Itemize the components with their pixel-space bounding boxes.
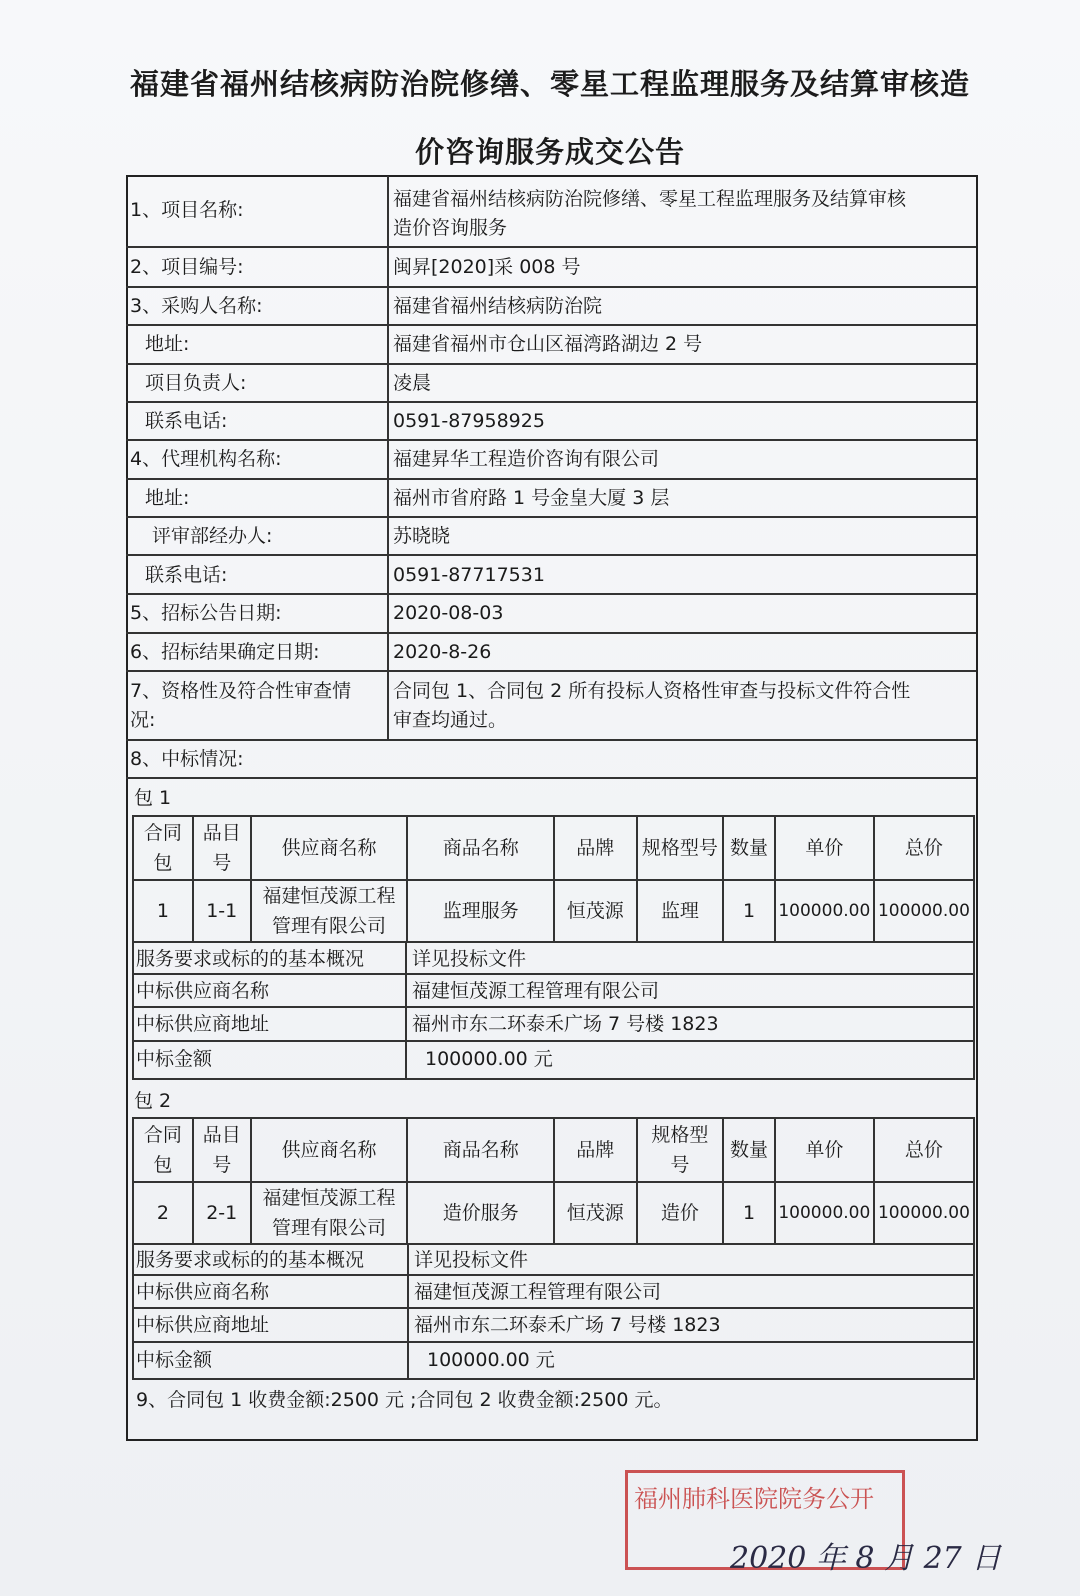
row-divider bbox=[132, 1040, 975, 1042]
package-2-winner-value: 福建恒茂源工程管理有限公司 bbox=[414, 1281, 662, 1303]
row-divider bbox=[126, 516, 976, 518]
package-2-address-label: 中标供应商地址 bbox=[136, 1314, 270, 1336]
header-brand: 品牌 bbox=[554, 1118, 637, 1182]
package-1-heading: 包 1 bbox=[134, 787, 172, 809]
header-total: 总价 bbox=[874, 1118, 974, 1182]
cell-spec: 监理 bbox=[637, 880, 724, 942]
official-stamp: 福州肺科医院院务公开 bbox=[625, 1470, 905, 1570]
row-divider bbox=[132, 973, 975, 975]
row-review-value-1: 合同包 1、合同包 2 所有投标人资格性审查与投标文件符合性 bbox=[393, 680, 911, 702]
row-result-date-label: 6、招标结果确定日期: bbox=[130, 641, 320, 663]
section-9-fees: 9、合同包 1 收费金额:2500 元 ;合同包 2 收费金额:2500 元。 bbox=[136, 1389, 673, 1411]
cell-supplier: 福建恒茂源工程 管理有限公司 bbox=[251, 1182, 408, 1244]
row-divider bbox=[126, 593, 976, 595]
row-purchaser-value: 福建省福州结核病防治院 bbox=[393, 295, 603, 317]
row-agency-label: 4、代理机构名称: bbox=[130, 448, 282, 470]
package-1-summary-divider bbox=[405, 941, 407, 1079]
cell-supplier: 福建恒茂源工程 管理有限公司 bbox=[251, 880, 408, 942]
column-divider bbox=[387, 176, 389, 739]
cell-product: 监理服务 bbox=[407, 880, 554, 942]
row-divider bbox=[132, 1307, 975, 1309]
cell-qty: 1 bbox=[723, 880, 775, 942]
cell-item: 1-1 bbox=[193, 880, 251, 942]
package-2-req-value: 详见投标文件 bbox=[414, 1249, 529, 1271]
package-2-summary-divider bbox=[407, 1243, 409, 1378]
package-1-address-label: 中标供应商地址 bbox=[136, 1013, 270, 1035]
cell-item: 2-1 bbox=[193, 1182, 251, 1244]
header-spec: 规格型号 bbox=[637, 816, 724, 880]
row-divider bbox=[126, 554, 976, 556]
header-spec: 规格型 号 bbox=[637, 1118, 724, 1182]
package-1-winner-value: 福建恒茂源工程管理有限公司 bbox=[412, 980, 660, 1002]
row-divider bbox=[132, 1078, 975, 1080]
package-1-req-label: 服务要求或标的的基本概况 bbox=[136, 948, 365, 970]
row-agency-phone-label: 联系电话: bbox=[145, 564, 228, 586]
row-project-no-value: 闽昇[2020]采 008 号 bbox=[393, 256, 581, 278]
cell-product: 造价服务 bbox=[407, 1182, 554, 1244]
row-divider bbox=[132, 1341, 975, 1343]
header-contract: 合同 包 bbox=[133, 816, 193, 880]
package-2-req-label: 服务要求或标的的基本概况 bbox=[136, 1249, 365, 1271]
package-1-winner-label: 中标供应商名称 bbox=[136, 980, 270, 1002]
header-qty: 数量 bbox=[723, 816, 775, 880]
package-1-address-value: 福州市东二环泰禾广场 7 号楼 1823 bbox=[412, 1013, 719, 1035]
cell-unit-price: 100000.00 bbox=[775, 880, 874, 942]
header-item: 品目 号 bbox=[193, 1118, 251, 1182]
row-agency-value: 福建昇华工程造价咨询有限公司 bbox=[393, 448, 660, 470]
package-1-req-value: 详见投标文件 bbox=[412, 948, 527, 970]
package-2-summary-border bbox=[132, 1243, 134, 1378]
cell-spec: 造价 bbox=[637, 1182, 724, 1244]
header-supplier: 供应商名称 bbox=[251, 1118, 408, 1182]
row-notice-date-value: 2020-08-03 bbox=[393, 602, 504, 624]
row-divider bbox=[132, 1274, 975, 1276]
package-2-heading: 包 2 bbox=[134, 1090, 172, 1112]
row-project-no-label: 2、项目编号: bbox=[130, 256, 244, 278]
row-divider bbox=[126, 670, 976, 672]
row-divider bbox=[126, 478, 976, 480]
row-divider bbox=[126, 439, 976, 441]
header-qty: 数量 bbox=[723, 1118, 775, 1182]
package-2-table bbox=[132, 1117, 975, 1245]
row-result-date-value: 2020-8-26 bbox=[393, 641, 492, 663]
header-unit-price: 单价 bbox=[775, 1118, 874, 1182]
row-divider bbox=[126, 632, 976, 634]
row-divider bbox=[126, 286, 976, 288]
row-purchaser-phone-value: 0591-87958925 bbox=[393, 410, 545, 432]
row-purchaser-address-value: 福建省福州市仓山区福湾路湖边 2 号 bbox=[393, 333, 703, 355]
header-unit-price: 单价 bbox=[775, 816, 874, 880]
header-total: 总价 bbox=[874, 816, 974, 880]
package-1-summary-border bbox=[132, 941, 134, 1079]
package-2-winner-label: 中标供应商名称 bbox=[136, 1281, 270, 1303]
cell-qty: 1 bbox=[723, 1182, 775, 1244]
row-project-name-value-2: 造价咨询服务 bbox=[393, 217, 508, 239]
row-notice-date-label: 5、招标公告日期: bbox=[130, 602, 282, 624]
row-divider bbox=[126, 363, 976, 365]
row-review-value-2: 审查均通过。 bbox=[393, 709, 508, 731]
row-project-leader-label: 项目负责人: bbox=[145, 372, 247, 394]
row-project-leader-value: 凌晨 bbox=[393, 372, 432, 394]
row-divider bbox=[126, 324, 976, 326]
cell-brand: 恒茂源 bbox=[554, 880, 637, 942]
section-8-heading: 8、中标情况: bbox=[130, 748, 244, 770]
row-reviewer-value: 苏晓晓 bbox=[393, 525, 451, 547]
package-1-amount-value: 100000.00 元 bbox=[425, 1048, 553, 1070]
row-divider bbox=[126, 401, 976, 403]
cell-brand: 恒茂源 bbox=[554, 1182, 637, 1244]
package-2-amount-label: 中标金额 bbox=[136, 1349, 213, 1371]
package-2-summary-border bbox=[973, 1243, 975, 1378]
row-project-name-value-1: 福建省福州结核病防治院修缮、零星工程监理服务及结算审核 bbox=[393, 188, 907, 210]
cell-total: 100000.00 bbox=[874, 1182, 974, 1244]
header-contract: 合同 包 bbox=[133, 1118, 193, 1182]
row-divider bbox=[126, 246, 976, 248]
header-product: 商品名称 bbox=[407, 1118, 554, 1182]
signature-date: 2020 年 8 月 27 日 bbox=[730, 1541, 1002, 1576]
row-project-name-label: 1、项目名称: bbox=[130, 199, 244, 221]
row-purchaser-label: 3、采购人名称: bbox=[130, 295, 263, 317]
document-title-line2: 价咨询服务成交公告 bbox=[414, 135, 685, 169]
row-review-label-2: 况: bbox=[130, 709, 156, 731]
row-reviewer-label: 评审部经办人: bbox=[152, 525, 273, 547]
row-purchaser-phone-label: 联系电话: bbox=[145, 410, 228, 432]
row-agency-address-value: 福州市省府路 1 号金皇大厦 3 层 bbox=[393, 487, 670, 509]
cell-contract: 1 bbox=[133, 880, 193, 942]
package-1-table bbox=[132, 815, 975, 943]
row-review-label-1: 7、资格性及符合性审查情 bbox=[130, 680, 352, 702]
row-agency-address-label: 地址: bbox=[145, 487, 190, 509]
row-agency-phone-value: 0591-87717531 bbox=[393, 564, 545, 586]
row-divider bbox=[132, 1378, 975, 1380]
package-1-summary-border bbox=[973, 941, 975, 1079]
header-brand: 品牌 bbox=[554, 816, 637, 880]
row-divider bbox=[126, 739, 976, 741]
row-divider bbox=[126, 777, 976, 779]
package-1-amount-label: 中标金额 bbox=[136, 1048, 213, 1070]
cell-unit-price: 100000.00 bbox=[775, 1182, 874, 1244]
package-2-address-value: 福州市东二环泰禾广场 7 号楼 1823 bbox=[414, 1314, 721, 1336]
cell-contract: 2 bbox=[133, 1182, 193, 1244]
document-title-line1: 福建省福州结核病防治院修缮、零星工程监理服务及结算审核造 bbox=[129, 67, 970, 101]
header-supplier: 供应商名称 bbox=[251, 816, 408, 880]
row-purchaser-address-label: 地址: bbox=[145, 333, 190, 355]
cell-total: 100000.00 bbox=[874, 880, 974, 942]
package-2-amount-value: 100000.00 元 bbox=[427, 1349, 555, 1371]
header-item: 品目 号 bbox=[193, 816, 251, 880]
row-divider bbox=[132, 1006, 975, 1008]
header-product: 商品名称 bbox=[407, 816, 554, 880]
